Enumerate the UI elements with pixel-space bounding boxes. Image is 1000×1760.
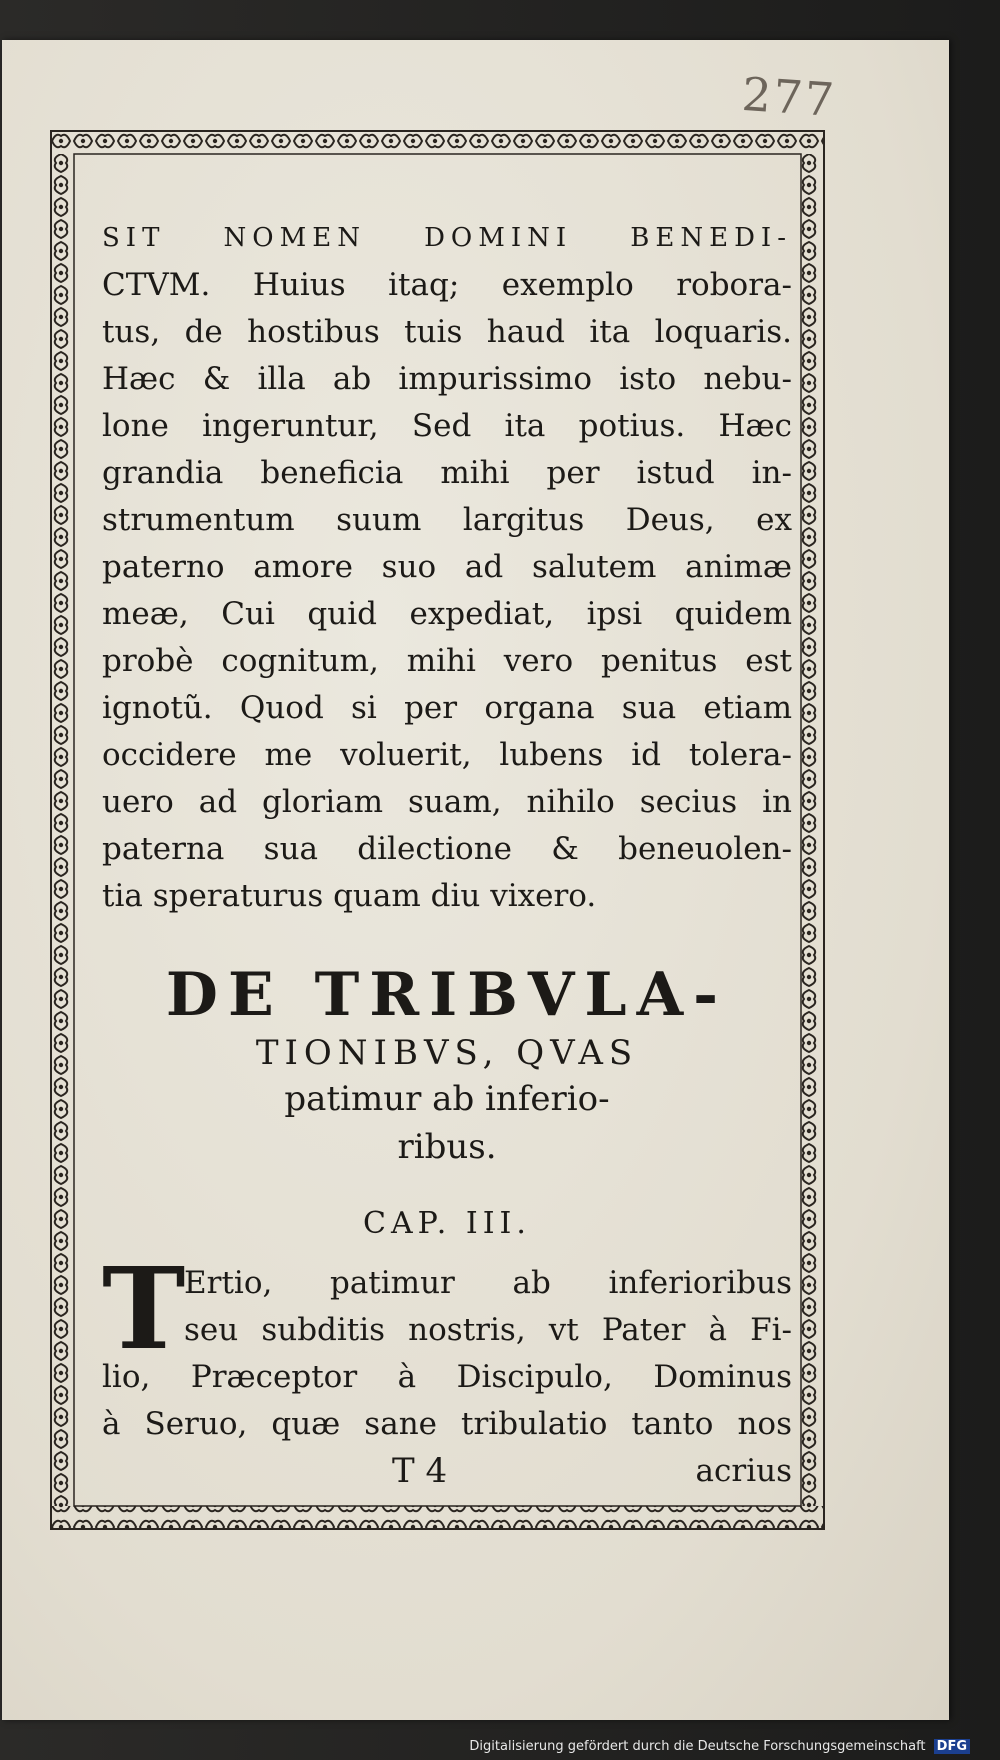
text-line: uero ad gloriam suam, nihilo secius in (102, 784, 792, 820)
handwritten-page-number: 277 (740, 66, 838, 128)
text-line: occidere me voluerit, lubens id tolera- (102, 737, 792, 773)
text-line: tus, de hostibus tuis haud ita loquaris. (102, 314, 792, 350)
section-heading-line-2: TIONIBVS, QVAS (255, 1033, 639, 1073)
text-line: Ertio, patimur ab inferioribus (184, 1265, 792, 1301)
text-line: grandia beneficia mihi per istud in- (102, 455, 792, 491)
chapter-number: CAP. III. (363, 1206, 531, 1241)
book-page (2, 40, 949, 1720)
text-line: meæ, Cui quid expediat, ipsi quidem (102, 596, 792, 632)
text-line: lone ingeruntur, Sed ita potius. Hæc (102, 408, 792, 444)
text-line: ignotũ. Quod si per organa sua etiam (102, 690, 792, 726)
text-line: strumentum suum largitus Deus, ex (102, 502, 792, 538)
text-line: tia speraturus quam diu vixero. (102, 878, 597, 914)
digitization-credit (469, 1739, 970, 1754)
signature-mark: T 4 (392, 1451, 448, 1491)
section-heading: DE TRIBVLA- (165, 960, 729, 1030)
section-heading-line-3: patimur ab inferio- (284, 1079, 610, 1119)
section-heading-line-4: ribus. (397, 1127, 497, 1167)
dfg-logo: DFG (934, 1739, 970, 1754)
text-line: à Seruo, quæ sane tribulatio tanto nos (102, 1406, 792, 1442)
text-line: paterno amore suo ad salutem animæ (102, 549, 792, 585)
text-line: Hæc & illa ab impurissimo isto nebu- (102, 361, 792, 397)
page-footer-line (102, 1448, 792, 1495)
text-line: lio, Præceptor à Discipulo, Dominus (102, 1359, 792, 1395)
chapter-body (102, 1244, 792, 1495)
digitization-credit-text: Digitalisierung gefördert durch die Deutsche Forschungsgemeinschaft (469, 1739, 926, 1754)
text-line: SIT NOMEN DOMINI BENEDI- (102, 223, 792, 253)
catchword: acrius (695, 1453, 792, 1489)
text-line: probè cognitum, mihi vero penitus est (102, 643, 792, 679)
page-text (102, 215, 792, 1495)
text-line: seu subditis nostris, vt Pater à Fi- (184, 1312, 792, 1348)
text-line: CTVM. Huius itaq; exemplo robora- (102, 267, 792, 303)
drop-capital: T (102, 1244, 186, 1375)
text-line: paterna sua dilectione & beneuolen- (102, 831, 792, 867)
